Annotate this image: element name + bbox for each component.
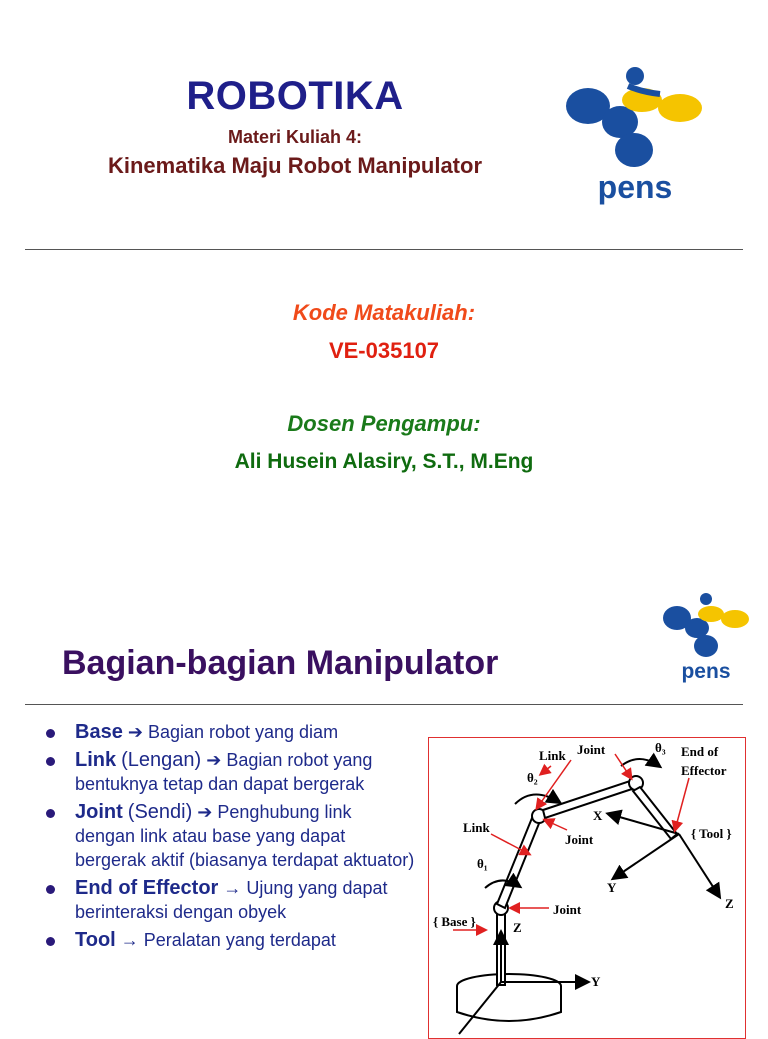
label-joint-top: Joint: [577, 742, 606, 757]
description: Ujung yang dapat berinteraksi dengan obyek: [75, 878, 388, 922]
lecturer-name: Ali Husein Alasiry, S.T., M.Eng: [234, 450, 534, 473]
description: Penghubung link dengan link atau base yang dapat bergerak aktif (biasanya terdapat aktuator): [75, 802, 415, 870]
list-item: [44, 800, 416, 872]
lecture-number: Materi Kuliah 4:: [227, 127, 363, 147]
term-alias: (Sendi): [127, 801, 193, 823]
parts-list: [44, 720, 416, 956]
label-theta2: θ₂: [527, 770, 538, 785]
label-y-base: Y: [591, 974, 601, 989]
description: Bagian robot yang diam: [147, 722, 339, 742]
label-base: { Base }: [433, 914, 476, 929]
label-joint-low: Joint: [553, 902, 582, 917]
course-code-label: Kode Matakuliah:: [292, 300, 476, 325]
list-item: [44, 748, 416, 796]
list-item: [44, 928, 416, 952]
list-item: [44, 876, 416, 924]
label-joint-mid: Joint: [565, 832, 594, 847]
arrow-icon: ➔: [197, 802, 213, 822]
divider: [25, 249, 743, 250]
lecture-topic: Kinematika Maju Robot Manipulator: [107, 153, 483, 178]
slide-heading: Bagian-bagian Manipulator: [62, 644, 499, 682]
description: Bagian robot yang bentuknya tetap dan dapat bergerak: [75, 750, 373, 794]
slide-title-heading: ROBOTIKA: [186, 74, 404, 118]
slide-manipulator-parts: [0, 560, 768, 1024]
manipulator-diagram: [428, 737, 746, 1039]
label-tool: { Tool }: [691, 826, 732, 841]
label-link-top: Link: [539, 748, 566, 763]
label-y-tool: Y: [607, 880, 617, 895]
term: Joint: [75, 801, 123, 823]
bullet-dot: [46, 809, 55, 818]
course-code-value: VE-035107: [328, 338, 440, 363]
label-link-left: Link: [463, 820, 490, 835]
label-end-effector: End of Effector: [681, 744, 727, 778]
divider: [25, 704, 743, 705]
label-theta3: θ₃: [655, 740, 666, 755]
pens-logo: [660, 590, 752, 684]
label-x-tool: X: [593, 808, 603, 823]
pens-logo: [562, 64, 708, 206]
arrow-icon: ➔: [206, 750, 222, 770]
arrow-icon: ➔: [127, 722, 143, 742]
bullet-dot: [46, 937, 55, 946]
bullet-dot: [46, 757, 55, 766]
term: Tool: [75, 929, 116, 951]
term: Base: [75, 721, 123, 743]
lecturer-label: Dosen Pengampu:: [287, 411, 481, 436]
pens-logo-text: pens: [597, 169, 673, 205]
term: End of Effector: [75, 877, 219, 899]
bullet-dot: [46, 885, 55, 894]
description: Peralatan yang terdapat: [143, 930, 336, 950]
list-item: [44, 720, 416, 744]
label-z-base: Z: [513, 920, 522, 935]
arrow-icon: →: [120, 930, 139, 950]
term: Link: [75, 749, 117, 771]
term-alias: (Lengan): [121, 749, 202, 771]
pens-logo-text: pens: [681, 660, 731, 683]
label-theta1: θ₁: [477, 856, 488, 871]
robot-arm-illustration: [429, 738, 745, 1038]
bullet-dot: [46, 729, 55, 738]
arrow-icon: →: [223, 878, 242, 898]
label-z-tool: Z: [725, 896, 734, 911]
